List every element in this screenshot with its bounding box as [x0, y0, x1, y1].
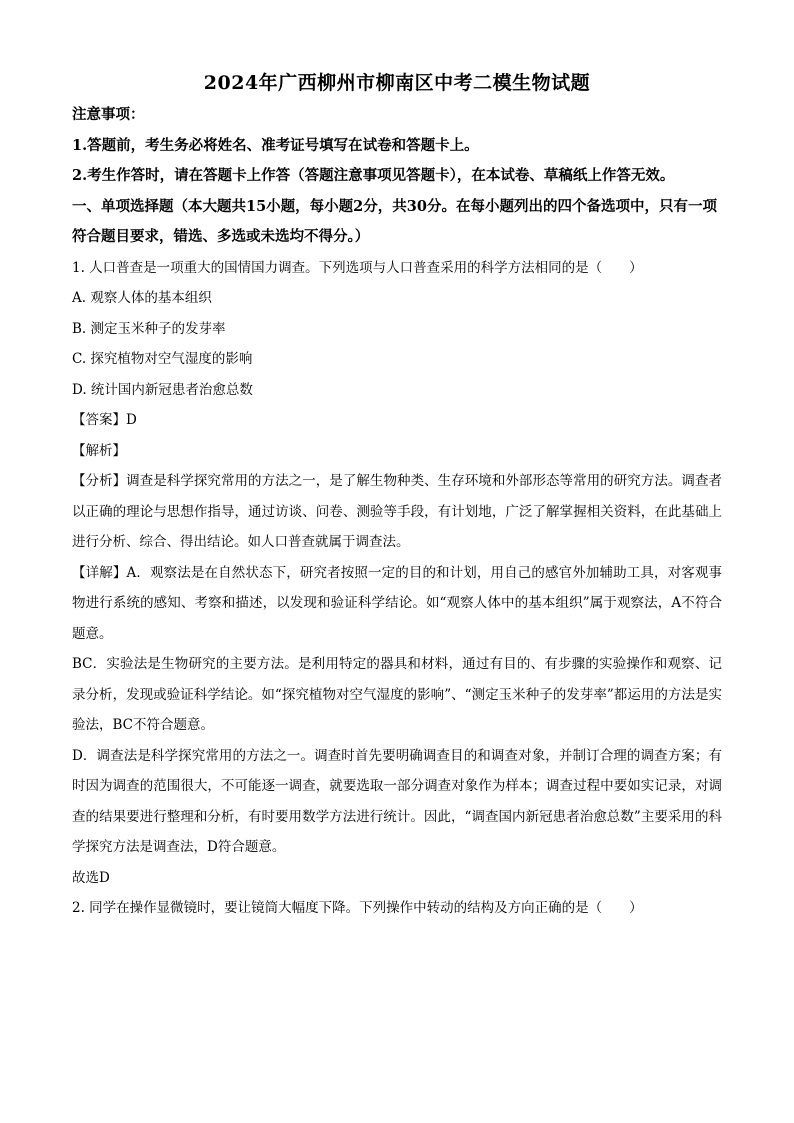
analysis-detail-bc: BC．实验法是生物研究的主要方法。是利用特定的器具和材料，通过有目的、有步骤的实验操作和观察、记录分析，发现或验证科学结论。如“探究植物对空气湿度的影响”、“测定玉米种子的发芽率”都运用的方法是实验法，BC不符合题意。: [72, 656, 722, 733]
section-heading: 一、单项选择题（本大题共15小题，每小题2分，共30分。在每小题列出的四个备选项中，只有一项符合题目要求，错选、多选或未选均不得分。）: [72, 197, 717, 245]
analysis-fenxi: [72, 466, 722, 558]
notice-item-1: 1.答题前，考生务必将姓名、准考证号填写在试卷和答题卡上。: [72, 136, 479, 154]
notice-item-2: 2.考生作答时，请在答题卡上作答（答题注意事项见答题卡），在本试卷、草稿纸上作答无效。: [72, 167, 675, 184]
analysis-detail-a: [72, 558, 722, 650]
question-1-option-a: A. 观察人体的基本组织: [72, 290, 212, 306]
question-1-option-b: B. 测定玉米种子的发芽率: [72, 320, 226, 337]
notice-heading: 注意事项：: [72, 106, 145, 123]
question-2-stem: 2. 同学在操作显微镜时，要让镜筒大幅度下降。下列操作中转动的结构及方向正确的是（ ）: [72, 900, 643, 916]
question-1-option-d: D. 统计国内新冠患者治愈总数: [72, 381, 253, 398]
fenxi-text: 调查是科学探究常用的方法之一，是了解生物种类、生存环境和外部形态等常用的研究方法。调查者以正确的理论与思想作指导，通过访谈、问卷、测验等手段，有计划地，广泛了解掌握相关资料，在此基础上进行分析、综合、得出结论。如人口普查就属于调查法。: [72, 473, 723, 550]
answer-value: D: [126, 412, 137, 428]
answer-line: [72, 405, 722, 436]
page-title: 2024年广西柳州市柳南区中考二模生物试题: [203, 72, 591, 94]
xiangjie-tag: 【详解】: [72, 564, 127, 581]
exam-page: [72, 68, 722, 924]
fenxi-tag: 【分析】: [72, 473, 127, 489]
analysis-detail-d: D．调查法是科学探究常用的方法之一。调查时首先要明确调查目的和调查对象，并制订合理的调查方案；有时因为调查的范围很大，不可能逐一调查，就要选取一部分调查对象作为样本；调查过程中要如实记录，对调查的结果要进行整理和分析，有时要用数学方法进行统计。因此，“调查国内新冠患者治愈总数”主要采用的科学探究方法是调查法，D符合题意。: [72, 747, 722, 855]
conclusion: 故选D: [72, 869, 110, 886]
answer-tag: 【答案】: [72, 412, 126, 428]
analysis-heading: 【解析】: [72, 442, 126, 459]
question-1-stem: 1. 人口普查是一项重大的国情国力调查。下列选项与人口普查采用的科学方法相同的是（ ）: [72, 259, 643, 276]
question-1-option-c: C. 探究植物对空气湿度的影响: [72, 351, 253, 367]
xiangjie-a-text: A．观察法是在自然状态下，研究者按照一定的目的和计划，用自己的感官外加辅助工具，对客观事物进行系统的感知、考察和描述，以发现和验证科学结论。如“观察人体中的基本组织”属于观察法，A不符合题意。: [72, 564, 723, 642]
